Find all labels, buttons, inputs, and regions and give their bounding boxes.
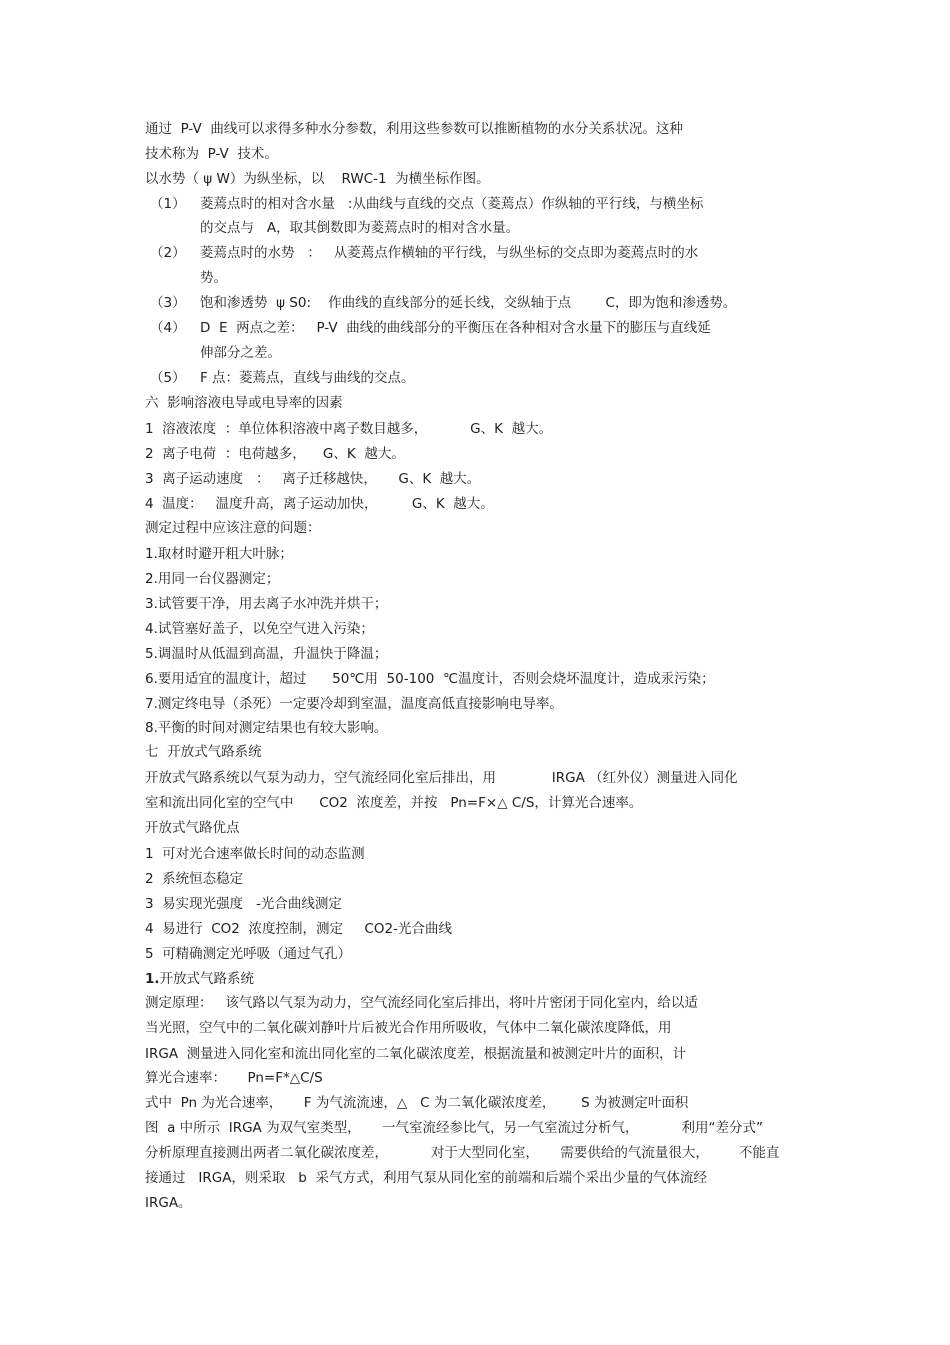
text-line: IRGA 测量进入同化室和流出同化室的二氧化碳浓度差，根据流量和被测定叶片的面积，计 xyxy=(145,1046,687,1062)
text-line: 3 离子运动速度 ： 离子迁移越快， G、K 越大。 xyxy=(145,471,481,487)
text-line: 5.调温时从低温到高温，升温快于降温； xyxy=(145,646,388,662)
text-line: 2 系统恒态稳定 xyxy=(145,871,244,887)
item-number: （1） xyxy=(150,196,186,212)
item-number: （2） xyxy=(150,245,186,261)
subsection-title: 开放式气路系统 xyxy=(159,971,255,987)
text-line: 饱和渗透势 ψ S0: 作曲线的直线部分的延长线，交纵轴于点 C，即为饱和渗透势。 xyxy=(200,295,737,311)
text-line: 开放式气路优点 xyxy=(145,820,240,836)
text-line: 1.取材时避开粗大叶脉； xyxy=(145,546,293,562)
text-line: 的交点与 A，取其倒数即为菱蔫点时的相对含水量。 xyxy=(200,220,520,236)
text-line: 式中 Pn 为光合速率， F 为气流流速，△ C 为二氧化碳浓度差， S 为被测定叶面积 xyxy=(145,1095,689,1111)
text-line: 1 可对光合速率做长时间的动态监测 xyxy=(145,846,365,862)
text-line: 菱蔫点时的相对含水量 :从曲线与直线的交点（菱蔫点）作纵轴的平行线，与横坐标 xyxy=(200,196,704,212)
text-line: 伸部分之差。 xyxy=(200,345,281,361)
text-line: 当光照，空气中的二氧化碳刘静叶片后被光合作用所吸收，气体中二氧化碳浓度降低，用 xyxy=(145,1020,672,1036)
subsection-heading xyxy=(145,970,254,988)
item-number: （5） xyxy=(150,370,186,386)
subsection-number: 1. xyxy=(145,971,160,987)
text-line: 菱蔫点时的水势 ： 从菱蔫点作横轴的平行线，与纵坐标的交点即为菱蔫点时的水 xyxy=(200,245,699,261)
text-line: 测定原理： 该气路以气泵为动力，空气流经同化室后排出，将叶片密闭于同化室内，给以适 xyxy=(145,995,698,1011)
text-line: 开放式气路系统以气泵为动力，空气流经同化室后排出，用 IRGA （红外仪）测量进入同化 xyxy=(145,770,738,786)
text-line: 测定过程中应该注意的问题： xyxy=(145,520,321,536)
text-line: 通过 P-V 曲线可以求得多种水分参数，利用这些参数可以推断植物的水分关系状况。这种 xyxy=(145,121,683,137)
text-line: 2 离子电荷 ：电荷越多， G、K 越大。 xyxy=(145,446,405,462)
text-line: 5 可精确测定光呼吸（通过气孔） xyxy=(145,946,352,962)
text-line: 分析原理直接测出两者二氧化碳浓度差， 对于大型同化室， 需要供给的气流量很大， 不能直 xyxy=(145,1145,780,1161)
text-line: 2.用同一台仪器测定； xyxy=(145,571,280,587)
text-line: 室和流出同化室的空气中 CO2 浓度差，并按 Pn=F×△ C/S，计算光合速率。 xyxy=(145,795,643,811)
text-line: 技术称为 P-V 技术。 xyxy=(145,146,278,162)
text-line: 4 易进行 CO2 浓度控制，测定 CO2-光合曲线 xyxy=(145,921,452,937)
text-line: 1 溶液浓度 ：单位体积溶液中离子数目越多， G、K 越大。 xyxy=(145,421,553,437)
text-line: IRGA。 xyxy=(145,1195,192,1211)
text-line: F 点：菱蔫点，直线与曲线的交点。 xyxy=(200,370,415,386)
text-line: 7.测定终电导（杀死）一定要冷却到室温，温度高低直接影响电导率。 xyxy=(145,696,563,712)
item-number: （4） xyxy=(150,320,186,336)
text-line: 以水势（ ψ W）为纵坐标，以 RWC-1 为横坐标作图。 xyxy=(145,171,490,187)
text-line: 接通过 IRGA，则采取 b 采气方式，利用气泵从同化室的前端和后端个采出少量的气体流经 xyxy=(145,1170,707,1186)
text-line: D E 两点之差： P-V 曲线的曲线部分的平衡压在各种相对含水量下的膨压与直线延 xyxy=(200,320,711,336)
section-heading: 六 影响溶液电导或电导率的因素 xyxy=(145,395,343,411)
text-line: 算光合速率： Pn=F*△C/S xyxy=(145,1070,323,1086)
text-line: 图 a 中所示 IRGA 为双气室类型， 一气室流经参比气，另一气室流过分析气， 利用“差分式” xyxy=(145,1120,763,1136)
text-line: 8.平衡的时间对测定结果也有较大影响。 xyxy=(145,720,388,736)
text-line: 3.试管要干净，用去离子水冲洗并烘干； xyxy=(145,596,388,612)
text-line: 势。 xyxy=(200,270,227,286)
text-line: 4.试管塞好盖子，以免空气进入污染； xyxy=(145,621,374,637)
item-number: （3） xyxy=(150,295,186,311)
text-line: 4 温度： 温度升高，离子运动加快， G、K 越大。 xyxy=(145,496,494,512)
text-line: 6.要用适宜的温度计，超过 50℃用 50-100 ℃温度计，否则会烧坏温度计，造成汞污染； xyxy=(145,671,715,687)
section-heading: 七 开放式气路系统 xyxy=(145,744,262,760)
text-line: 3 易实现光强度 -光合曲线测定 xyxy=(145,896,342,912)
